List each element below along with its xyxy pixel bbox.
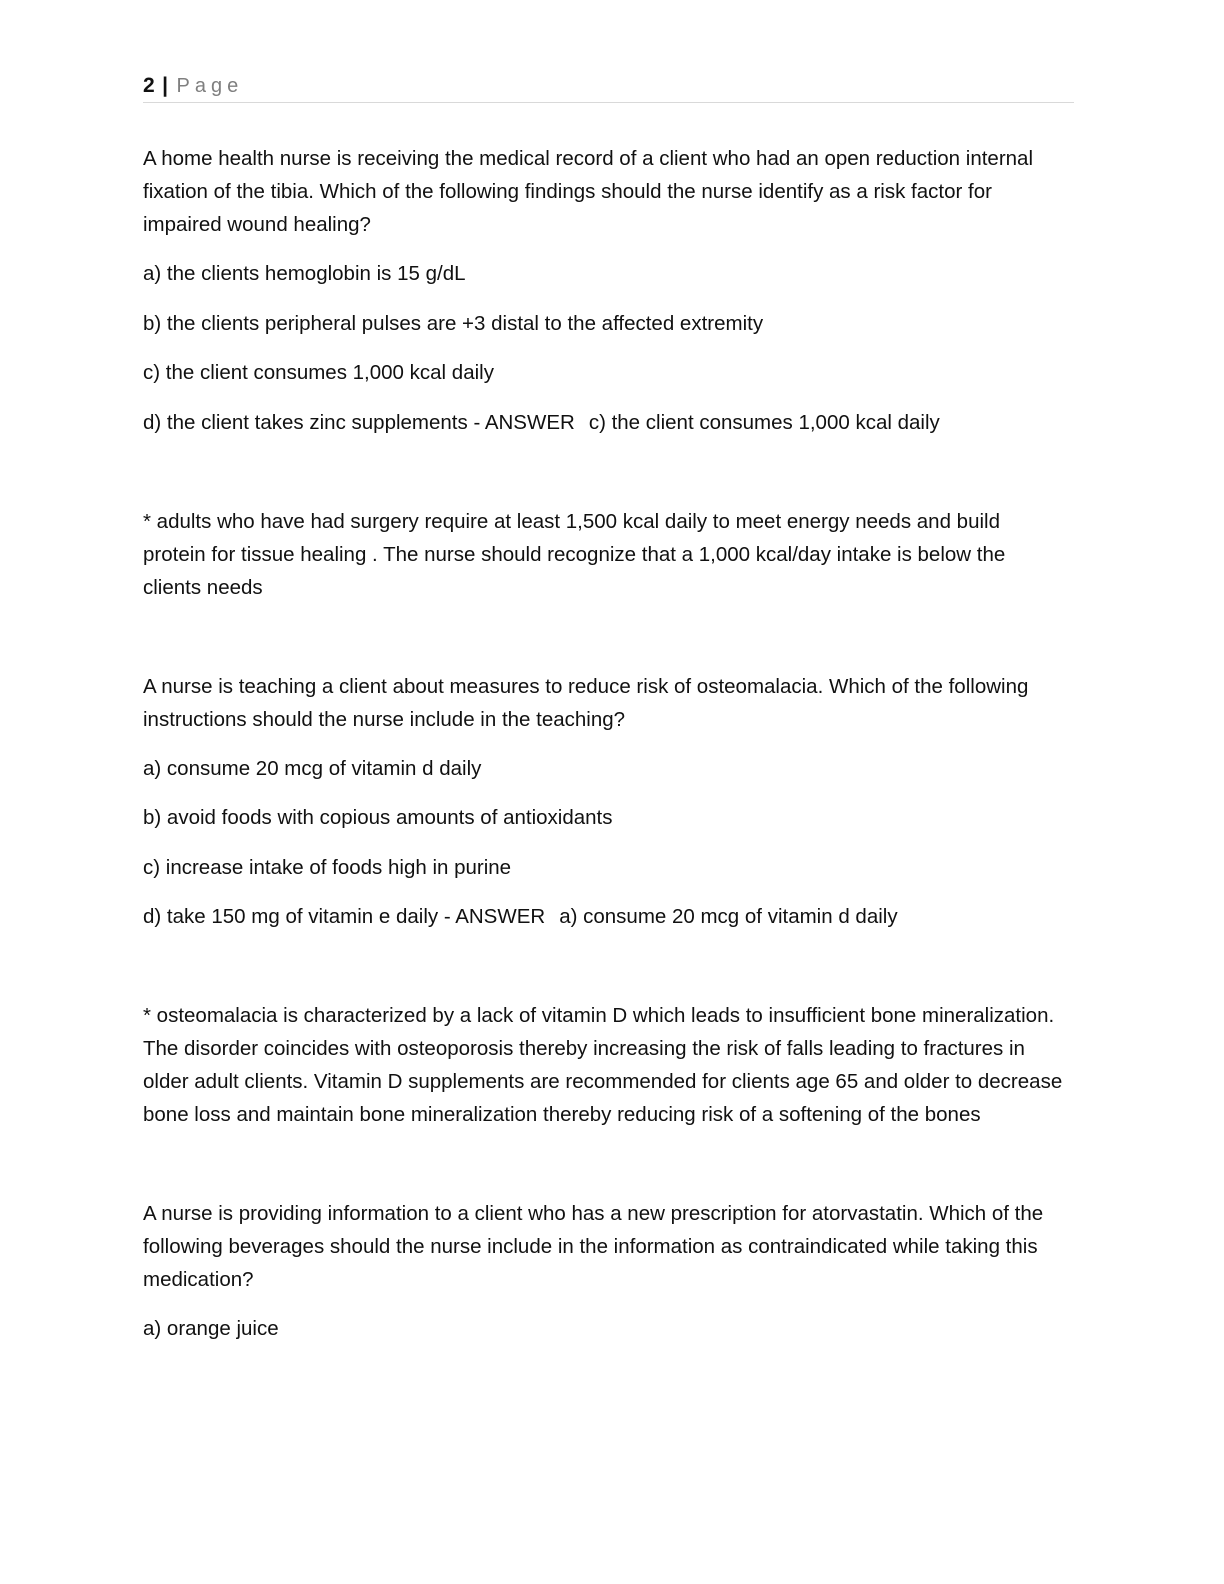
question-1-option-d: d) the client takes zinc supplements - ANSWER xyxy=(143,410,575,434)
question-2-answer-line xyxy=(143,900,1068,933)
question-1-option-b: b) the clients peripheral pulses are +3 distal to the affected extremity xyxy=(143,311,764,335)
question-2-option-b: b) avoid foods with copious amounts of antioxidants xyxy=(143,806,613,829)
document-body xyxy=(143,142,1068,1362)
question-2-rationale: * osteomalacia is characterized by a lack of vitamin D which leads to insufficient bone mineralization. The disorder coincides with osteoporosis thereby increasing the risk of falls leading to fractures in older adult clients. Vitamin D supplements are recommended for clients age 65 and older to decrease bone loss and maintain bone mineralization thereby reducing risk of a softening of the bones xyxy=(143,1004,1063,1126)
question-1-option-c: c) the client consumes 1,000 kcal daily xyxy=(143,361,494,384)
question-2-option-a: a) consume 20 mcg of vitamin d daily xyxy=(143,756,482,780)
question-2-answer: a) consume 20 mcg of vitamin d daily xyxy=(559,905,898,928)
question-1-option-a: a) the clients hemoglobin is 15 g/dL xyxy=(143,262,466,285)
question-3-option-a: a) orange juice xyxy=(143,1317,279,1340)
question-1-answer-line xyxy=(143,406,1068,439)
page-label: Page xyxy=(176,75,244,97)
page-separator: | xyxy=(162,74,169,97)
page-number: 2 xyxy=(143,74,156,97)
question-2-option-c: c) increase intake of foods high in purine xyxy=(143,855,512,879)
question-3-stem: A nurse is providing information to a client who has a new prescription for atorvastatin. Which of the following beverages should the nurse include in the information as contraindicated while taking this medication? xyxy=(143,1202,1044,1291)
question-1-answer: c) the client consumes 1,000 kcal daily xyxy=(588,410,940,434)
page-header xyxy=(143,74,1074,103)
question-1-rationale: * adults who have had surgery require at least 1,500 kcal daily to meet energy needs and build protein for tissue healing . The nurse should recognize that a 1,000 kcal/day intake is below the clients needs xyxy=(143,509,1006,599)
question-1-stem: A home health nurse is receiving the medical record of a client who had an open reduction internal fixation of the tibia. Which of the following findings should the nurse identify as a risk factor for impaired wound healing? xyxy=(143,147,1034,236)
question-2-stem: A nurse is teaching a client about measures to reduce risk of osteomalacia. Which of the following instructions should the nurse include in the teaching? xyxy=(143,674,1029,731)
question-2-option-d: d) take 150 mg of vitamin e daily - ANSWER xyxy=(143,905,546,928)
